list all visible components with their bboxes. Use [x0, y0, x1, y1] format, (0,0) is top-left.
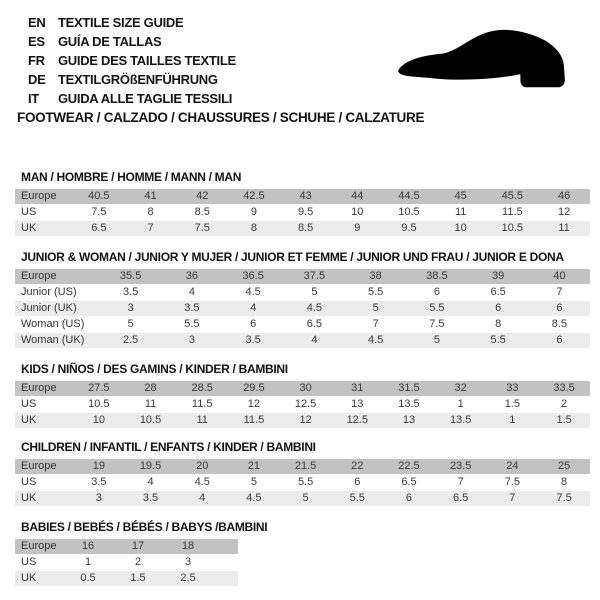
category-title: FOOTWEAR / CALZADO / CHAUSSURES / SCHUHE / CALZATURE [17, 110, 425, 125]
table-row [15, 555, 238, 571]
size-cell: 10.5 [383, 205, 435, 221]
row-label: US [15, 397, 73, 413]
size-cell: 21.5 [280, 459, 332, 475]
size-cell: 9 [331, 221, 383, 237]
size-cell: 3 [100, 301, 161, 317]
row-label: Europe [15, 189, 73, 205]
size-cell: 4 [161, 285, 222, 301]
size-cell: 8 [228, 221, 280, 237]
size-cell: 7 [345, 317, 406, 333]
row-label: UK [15, 571, 63, 587]
size-cell: 7 [529, 285, 590, 301]
size-cell: 11 [435, 205, 487, 221]
size-cell: 6 [468, 301, 529, 317]
size-cell: 31.5 [383, 381, 435, 397]
size-cell: 31 [331, 381, 383, 397]
size-cell: 4.5 [223, 285, 284, 301]
size-cell: 11 [176, 413, 228, 429]
row-label: Europe [15, 539, 63, 555]
size-cell: 6.5 [435, 491, 487, 507]
size-cell: 28 [125, 381, 177, 397]
filler-cell [213, 539, 238, 555]
table-title-children: CHILDREN / INFANTIL / ENFANTS / KINDER / BAMBINI [21, 440, 316, 454]
size-cell: 2 [538, 397, 590, 413]
size-cell: 7 [125, 221, 177, 237]
size-cell: 11.5 [487, 205, 539, 221]
size-cell: 29.5 [228, 381, 280, 397]
size-cell: 10 [73, 413, 125, 429]
size-cell: 5.5 [406, 301, 467, 317]
size-cell: 11.5 [228, 413, 280, 429]
size-cell: 10 [331, 205, 383, 221]
size-cell: 23.5 [435, 459, 487, 475]
language-code: EN [28, 15, 46, 30]
filler-cell [213, 555, 238, 571]
size-cell: 11 [538, 221, 590, 237]
size-cell: 6.5 [468, 285, 529, 301]
size-cell: 12 [280, 413, 332, 429]
table-row [15, 397, 590, 413]
table-row [15, 475, 590, 491]
row-label: UK [15, 491, 73, 507]
table-slot-man [15, 189, 590, 236]
size-cell: 5 [100, 317, 161, 333]
language-guide-title: GUÍA DE TALLAS [58, 34, 162, 49]
language-code: IT [28, 91, 39, 106]
size-cell: 24 [487, 459, 539, 475]
language-code: DE [28, 72, 46, 87]
language-row-it [28, 89, 236, 108]
table-row [15, 333, 590, 349]
language-title-list [28, 13, 236, 108]
size-cell: 3.5 [161, 301, 222, 317]
size-cell: 25 [538, 459, 590, 475]
size-cell: 10.5 [125, 413, 177, 429]
size-cell: 10.5 [73, 397, 125, 413]
size-cell: 7.5 [487, 475, 539, 491]
size-cell: 4.5 [345, 333, 406, 349]
size-cell: 19 [73, 459, 125, 475]
row-label: Woman (US) [15, 317, 100, 333]
language-row-fr [28, 51, 236, 70]
table-row [15, 381, 590, 397]
row-label: Europe [15, 269, 100, 285]
size-cell: 22 [331, 459, 383, 475]
row-label: US [15, 555, 63, 571]
table-row [15, 459, 590, 475]
size-cell: 1 [63, 555, 113, 571]
size-table [15, 381, 590, 428]
size-cell: 35.5 [100, 269, 161, 285]
size-cell: 33.5 [538, 381, 590, 397]
size-cell: 7.5 [538, 491, 590, 507]
language-guide-title: TEXTILGRÖßENFÜHRUNG [58, 72, 218, 87]
table-row [15, 539, 238, 555]
size-cell: 4 [176, 491, 228, 507]
size-cell: 9.5 [383, 221, 435, 237]
row-label: UK [15, 221, 73, 237]
table-slot-junior-woman [15, 269, 590, 348]
size-cell: 28.5 [176, 381, 228, 397]
section-junior-woman [15, 251, 590, 348]
table-row [15, 285, 590, 301]
size-cell: 3.5 [125, 491, 177, 507]
section-children [15, 441, 590, 506]
language-code: FR [28, 53, 45, 68]
size-cell: 8.5 [176, 205, 228, 221]
size-cell: 43 [280, 189, 332, 205]
size-cell: 6 [529, 333, 590, 349]
size-cell: 42.5 [228, 189, 280, 205]
size-cell: 46 [538, 189, 590, 205]
size-cell: 7.5 [73, 205, 125, 221]
size-cell: 12.5 [331, 413, 383, 429]
size-cell: 21 [228, 459, 280, 475]
size-cell: 41 [125, 189, 177, 205]
size-cell: 38 [345, 269, 406, 285]
language-guide-title: GUIDA ALLE TAGLIE TESSILI [58, 91, 233, 106]
language-row-de [28, 70, 236, 89]
size-cell: 13.5 [383, 397, 435, 413]
size-cell: 5.5 [345, 285, 406, 301]
size-cell: 37.5 [284, 269, 345, 285]
table-slot-babies [15, 539, 590, 586]
size-cell: 6 [331, 475, 383, 491]
size-cell: 5 [280, 491, 332, 507]
table-title-man: MAN / HOMBRE / HOMME / MANN / MAN [21, 170, 242, 184]
size-cell: 17 [113, 539, 163, 555]
size-cell: 16 [63, 539, 113, 555]
section-kids [15, 363, 590, 428]
size-cell: 3.5 [100, 285, 161, 301]
size-cell: 3 [163, 555, 213, 571]
size-cell: 3 [73, 491, 125, 507]
size-cell: 40.5 [73, 189, 125, 205]
size-cell: 5 [345, 301, 406, 317]
size-table [15, 189, 590, 236]
size-cell: 6 [529, 301, 590, 317]
size-cell: 5 [228, 475, 280, 491]
language-guide-title: GUIDE DES TAILLES TEXTILE [58, 53, 236, 68]
table-row [15, 301, 590, 317]
table-slot-kids [15, 381, 590, 428]
size-cell: 9 [228, 205, 280, 221]
size-cell: 2.5 [100, 333, 161, 349]
row-label: Junior (UK) [15, 301, 100, 317]
size-cell: 3.5 [223, 333, 284, 349]
size-cell: 36.5 [223, 269, 284, 285]
size-cell: 8 [538, 475, 590, 491]
size-cell: 8 [468, 317, 529, 333]
size-cell: 5.5 [280, 475, 332, 491]
size-cell: 11.5 [176, 397, 228, 413]
size-cell: 13.5 [435, 413, 487, 429]
size-cell: 19.5 [125, 459, 177, 475]
size-cell: 2 [113, 555, 163, 571]
size-cell: 44 [331, 189, 383, 205]
language-row-es [28, 32, 236, 51]
row-label: US [15, 475, 73, 491]
size-cell: 1 [487, 413, 539, 429]
size-cell: 7 [487, 491, 539, 507]
size-cell: 0.5 [63, 571, 113, 587]
filler-cell [213, 571, 238, 587]
size-cell: 6.5 [383, 475, 435, 491]
size-cell: 36 [161, 269, 222, 285]
size-cell: 13 [383, 413, 435, 429]
size-cell: 12 [538, 205, 590, 221]
table-row [15, 205, 590, 221]
row-label: Junior (US) [15, 285, 100, 301]
size-cell: 3 [161, 333, 222, 349]
size-cell: 2.5 [163, 571, 213, 587]
size-cell: 13 [331, 397, 383, 413]
size-cell: 4.5 [176, 475, 228, 491]
size-cell: 1.5 [113, 571, 163, 587]
size-cell: 30 [280, 381, 332, 397]
size-cell: 1.5 [538, 413, 590, 429]
size-cell: 32 [435, 381, 487, 397]
size-cell: 22.5 [383, 459, 435, 475]
size-cell: 5 [284, 285, 345, 301]
language-guide-title: TEXTILE SIZE GUIDE [58, 15, 184, 30]
size-cell: 6.5 [284, 317, 345, 333]
size-cell: 6 [406, 285, 467, 301]
size-cell: 7.5 [406, 317, 467, 333]
table-row [15, 317, 590, 333]
size-cell: 5.5 [331, 491, 383, 507]
size-cell: 40 [529, 269, 590, 285]
size-cell: 8 [125, 205, 177, 221]
size-cell: 7 [435, 475, 487, 491]
language-code: ES [28, 34, 45, 49]
size-table [15, 539, 238, 586]
size-cell: 39 [468, 269, 529, 285]
size-cell: 9.5 [280, 205, 332, 221]
size-cell: 6 [383, 491, 435, 507]
size-cell: 12.5 [280, 397, 332, 413]
shoe-icon [396, 26, 576, 94]
size-cell: 3.5 [73, 475, 125, 491]
size-cell: 4 [223, 301, 284, 317]
table-row [15, 571, 238, 587]
size-cell: 12 [228, 397, 280, 413]
table-row [15, 269, 590, 285]
size-cell: 4 [125, 475, 177, 491]
size-cell: 20 [176, 459, 228, 475]
row-label: Woman (UK) [15, 333, 100, 349]
row-label: UK [15, 413, 73, 429]
size-cell: 11 [125, 397, 177, 413]
size-cell: 5.5 [468, 333, 529, 349]
table-row [15, 189, 590, 205]
size-cell: 5 [406, 333, 467, 349]
size-cell: 4.5 [284, 301, 345, 317]
size-cell: 44.5 [383, 189, 435, 205]
size-cell: 7.5 [176, 221, 228, 237]
size-cell: 5.5 [161, 317, 222, 333]
table-title-junior-woman: JUNIOR & WOMAN / JUNIOR Y MUJER / JUNIOR ET FEMME / JUNIOR UND FRAU / JUNIOR E DONA [21, 250, 564, 264]
size-cell: 38.5 [406, 269, 467, 285]
size-cell: 6.5 [73, 221, 125, 237]
section-babies [15, 521, 590, 586]
size-cell: 42 [176, 189, 228, 205]
size-cell: 45 [435, 189, 487, 205]
size-cell: 4 [284, 333, 345, 349]
size-table [15, 459, 590, 506]
table-title-babies: BABIES / BEBÉS / BÉBÉS / BABYS /BAMBINI [21, 520, 268, 534]
size-cell: 8.5 [280, 221, 332, 237]
size-cell: 10.5 [487, 221, 539, 237]
table-row [15, 413, 590, 429]
size-cell: 1 [435, 397, 487, 413]
table-slot-children [15, 459, 590, 506]
size-cell: 27.5 [73, 381, 125, 397]
size-cell: 18 [163, 539, 213, 555]
table-row [15, 221, 590, 237]
language-row-en [28, 13, 236, 32]
size-cell: 33 [487, 381, 539, 397]
row-label: Europe [15, 381, 73, 397]
size-cell: 6 [223, 317, 284, 333]
table-title-kids: KIDS / NIÑOS / DES GAMINS / KINDER / BAMBINI [21, 362, 288, 376]
row-label: US [15, 205, 73, 221]
size-cell: 45.5 [487, 189, 539, 205]
table-row [15, 491, 590, 507]
size-cell: 10 [435, 221, 487, 237]
section-man [15, 171, 590, 236]
size-table [15, 269, 590, 348]
size-cell: 1.5 [487, 397, 539, 413]
size-cell: 8.5 [529, 317, 590, 333]
size-cell: 4.5 [228, 491, 280, 507]
row-label: Europe [15, 459, 73, 475]
